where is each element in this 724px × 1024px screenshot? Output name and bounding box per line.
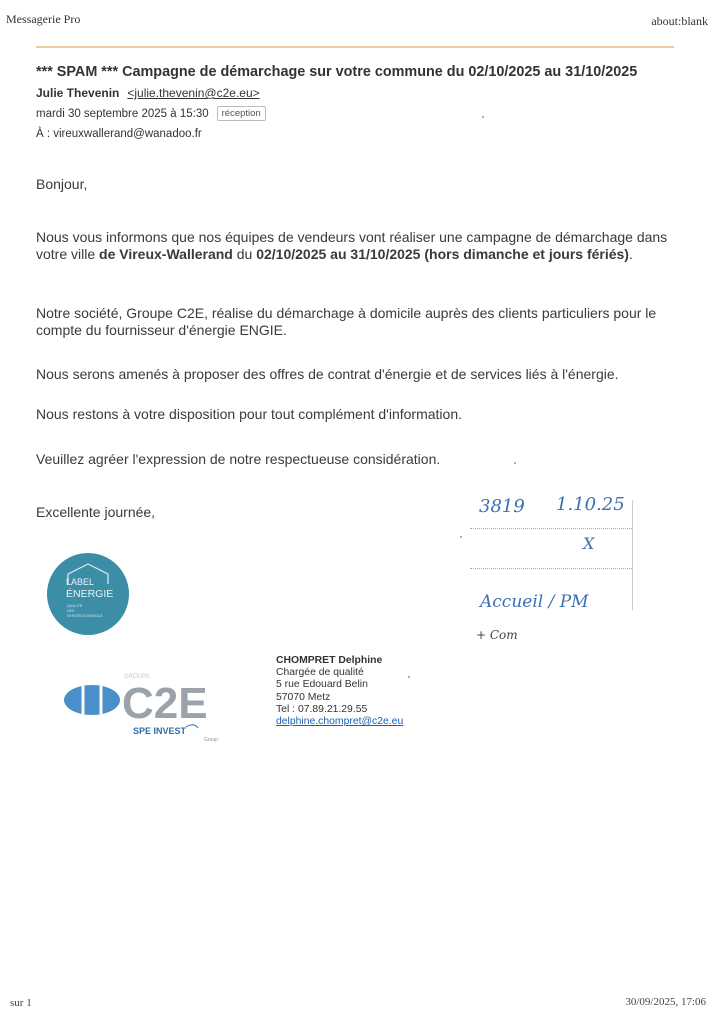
paragraph-campaign: [36, 229, 672, 262]
print-app-title: Messagerie Pro: [6, 12, 81, 26]
handwritten-routing: Accueil / PM: [480, 592, 589, 612]
sender-email[interactable]: <julie.thevenin@c2e.eu>: [127, 86, 260, 100]
logo-name: C2E: [122, 679, 208, 728]
handwritten-date: 1.10.25: [556, 494, 625, 515]
paragraph-regards: Veuillez agréer l'expression de notre respectueuse considération.: [36, 451, 441, 467]
stamp-box-edge: [632, 500, 633, 610]
scan-speck: [460, 536, 462, 538]
paragraph-offers: Nous serons amenés à proposer des offres de contrat d'énergie et de services liés à l'énergie.: [36, 366, 619, 382]
email-from: [36, 86, 260, 100]
scan-speck: [514, 462, 516, 464]
signature-phone: Tel : 07.89.21.29.55: [276, 703, 368, 715]
handwritten-mark: X: [583, 534, 595, 553]
signature-email-link[interactable]: delphine.chompret@c2e.eu: [276, 716, 404, 728]
email-subject: *** SPAM *** Campagne de démarchage sur votre commune du 02/10/2025 au 31/10/2025: [36, 64, 638, 80]
header-divider: [36, 46, 674, 48]
signature-block: [276, 655, 403, 728]
handwritten-note: + Com: [476, 628, 518, 642]
label-small3: VENTES A DOMICILE: [67, 614, 103, 618]
p1-mid: du: [232, 245, 257, 262]
signature-name: CHOMPRET Delphine: [276, 655, 383, 666]
label-line1: LABEL: [66, 577, 95, 587]
greeting: Bonjour,: [36, 176, 88, 192]
c2e-company-logo: [62, 668, 232, 744]
logo-mark-icon: [64, 685, 120, 715]
label-energie-logo: [46, 552, 130, 636]
label-line2: ÉNERGIE: [66, 588, 114, 600]
signature-city: 57070 Metz: [276, 691, 331, 703]
sender-name: Julie Thevenin: [36, 86, 120, 100]
signature-street: 5 rue Edouard Belin: [276, 679, 368, 691]
print-url: about:blank: [651, 14, 708, 28]
email-date-text: mardi 30 septembre 2025 à 15:30: [36, 108, 209, 120]
print-page-indicator: sur 1: [10, 997, 32, 1009]
folder-badge: réception: [217, 106, 266, 121]
email-date: [36, 106, 266, 121]
email-recipient: À : vireuxwallerand@wanadoo.fr: [36, 128, 202, 140]
paragraph-availability: Nous restons à votre disposition pour tout complément d'information.: [36, 406, 463, 422]
p1-dates: 02/10/2025 au 31/10/2025 (hors dimanche et jours fériés): [256, 245, 629, 262]
label-small2: DES: [67, 609, 75, 613]
handwritten-number: 3819: [479, 496, 525, 517]
stamp-line: [470, 568, 632, 569]
stamp-line: [470, 528, 632, 529]
logo-overline: GROUPE: [124, 674, 151, 680]
logo-tagline-sub: Group: [204, 737, 218, 743]
p1-town: de Vireux-Wallerand: [99, 245, 233, 262]
scan-speck: [482, 116, 484, 118]
print-timestamp: 30/09/2025, 17:06: [625, 996, 706, 1008]
closing: Excellente journée,: [36, 504, 156, 520]
label-small1: QUALITÉ: [67, 604, 83, 608]
logo-tagline: SPE INVEST: [133, 726, 187, 736]
signature-role: Chargée de qualité: [276, 667, 364, 679]
p1-start: Nous vous informons que nos équipes de vendeurs vont réaliser une campagne de démarchage dans votre ville: [36, 229, 668, 262]
p1-end: .: [628, 245, 633, 262]
scan-speck: [408, 676, 410, 678]
paragraph-company: Notre société, Groupe C2E, réalise du démarchage à domicile auprès des clients particuliers pour le compte du fournisseur d'énergie ENGIE.: [36, 305, 657, 338]
